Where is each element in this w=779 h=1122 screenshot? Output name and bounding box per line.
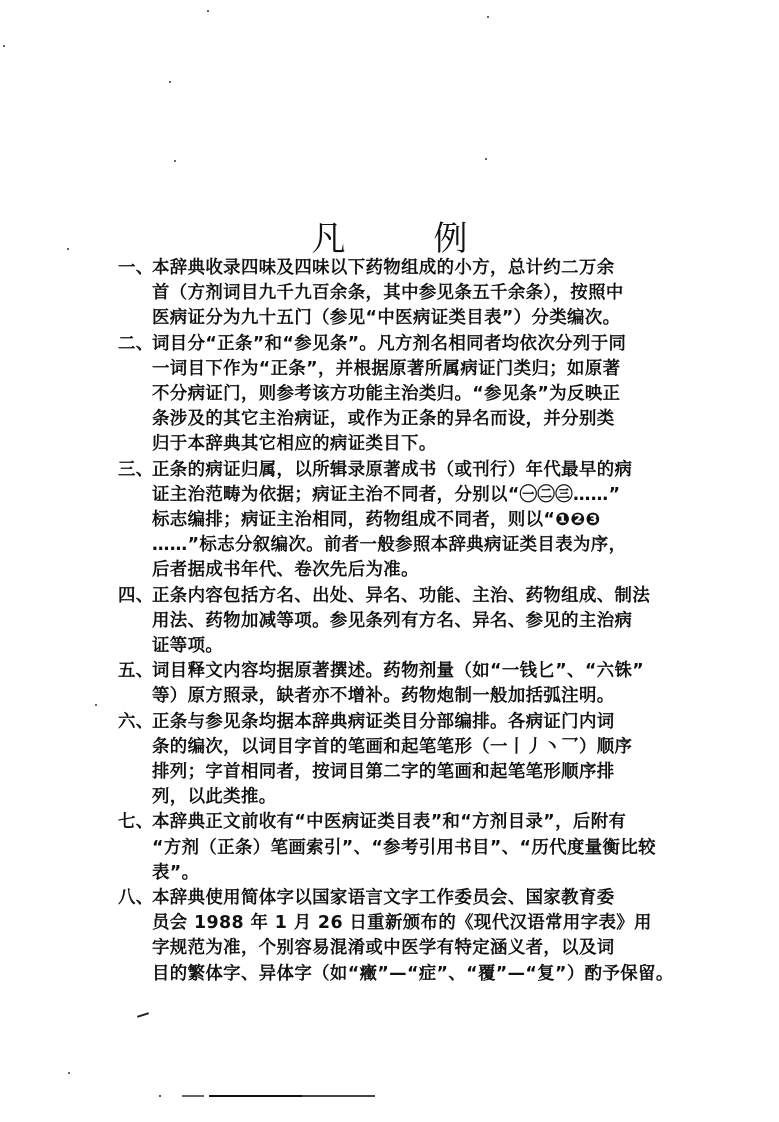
scan-speck	[3, 45, 5, 47]
rule-line: ……”标志分叙编次。前者一般参照本辞典病证类目表为序，	[152, 535, 627, 556]
scan-speck	[169, 81, 171, 83]
rule-line: 后者据成书年代、卷次先后为准。	[152, 560, 419, 581]
rule-line: 七、本辞典正文前收有“中医病证类目表”和“方剂目录”，后附有	[118, 810, 693, 835]
rule-line: 六、正条与参见条均据本辞典病证类目分部编排。各病证门内词	[118, 710, 693, 735]
rule-line: 四、正条内容包括方名、出处、异名、功能、主治、药物组成、制法	[118, 584, 693, 609]
rule-number: 七、	[118, 812, 154, 833]
scan-pen-mark	[137, 1012, 149, 1018]
title-char: 例	[433, 218, 468, 259]
scan-speck	[159, 1095, 161, 1097]
rule-line: 三、正条的病证归属，以所辑录原著成书（或刊行）年代最早的病	[118, 458, 693, 483]
rule-number: 三、	[118, 459, 154, 480]
rule-number: 一、	[118, 258, 154, 278]
rule-line: 八、本辞典使用简体字以国家语言文字工作委员会、国家教育委	[118, 886, 693, 911]
scan-speck	[68, 1072, 70, 1074]
rule-line: 目的繁体字、异体字（如“癥”—“症”、“覆”—“复”）酌予保留。	[152, 963, 674, 984]
rule-line: 证等项。	[152, 636, 224, 657]
rule-item-4	[118, 584, 693, 660]
rule-number: 六、	[118, 711, 154, 732]
rule-number: 二、	[118, 333, 154, 354]
scan-speck	[95, 704, 97, 706]
rule-line: 五、词目释文内容均据原著撰述。药物剂量（如“一钱匕”、“六铢”	[118, 659, 693, 684]
rule-line: “方剂（正条）笔画索引”、“参考引用书目”、“历代度量衡比较	[152, 837, 656, 858]
rule-line: 条的编次，以词目字首的笔画和起笔笔形（一丨丿丶乛）顺序	[152, 736, 633, 757]
rule-number: 八、	[118, 888, 154, 909]
rule-line: 表”。	[152, 862, 200, 883]
scan-speck	[174, 160, 176, 162]
rule-line: 一词目下作为“正条”，并根据原著所属病证门类归；如原著	[152, 358, 621, 379]
rule-line: 员会 1988 年 1 月 26 日重新颁布的《现代汉语常用字表》用	[152, 913, 652, 934]
rule-line: 归于本辞典其它相应的病证类目下。	[152, 434, 437, 455]
rule-line: 医病证分为九十五门（参见“中医病证类目表”）分类编次。	[152, 308, 621, 329]
rule-line: 二、词目分“正条”和“参见条”。凡方剂名相同者均依次分列于同	[118, 332, 693, 357]
rule-item-3	[118, 458, 693, 584]
rule-line: 用法、药物加减等项。参见条列有方名、异名、参见的主治病	[152, 610, 633, 631]
rule-line: 首（方剂词目九千九百余条，其中参见条五千余条），按照中	[152, 283, 624, 304]
scan-speck	[487, 16, 489, 18]
title-char: 凡	[311, 218, 346, 259]
rule-line: 一、本辞典收录四味及四味以下药物组成的小方，总计约二万余	[118, 256, 693, 281]
rule-line: 条涉及的其它主治病证，或作为正条的异名而设，并分别类	[152, 409, 615, 430]
rule-item-2	[118, 332, 693, 458]
rule-number: 四、	[118, 585, 154, 606]
footer-rule-line	[182, 1095, 375, 1097]
rule-number: 五、	[118, 661, 154, 682]
rule-line: 标志编排；病证主治相同，药物组成不同者，则以“❶❷❸	[152, 510, 601, 531]
rule-line: 等）原方照录，缺者亦不增补。药物炮制一般加括弧注明。	[152, 686, 615, 707]
rule-line: 列，以此类推。	[152, 787, 277, 808]
rule-item-5	[118, 659, 693, 709]
rule-item-7	[118, 810, 693, 886]
scan-speck	[485, 158, 487, 160]
rule-line: 字规范为准，个别容易混淆或中医学有特定涵义者，以及词	[152, 938, 615, 959]
rule-item-8	[118, 886, 693, 987]
page-title	[0, 211, 779, 260]
scan-speck	[207, 10, 209, 12]
rule-line: 证主治范畴为依据；病证主治不同者，分别以“㊀㊁㊂……”	[152, 484, 621, 505]
rule-item-1	[118, 256, 693, 332]
rules-list	[118, 256, 693, 987]
rule-line: 排列；字首相同者，按词目第二字的笔画和起笔笔形顺序排	[152, 762, 615, 783]
rule-item-6	[118, 710, 693, 811]
rule-line: 不分病证门，则参考该方功能主治类归。“参见条”为反映正	[152, 384, 621, 405]
